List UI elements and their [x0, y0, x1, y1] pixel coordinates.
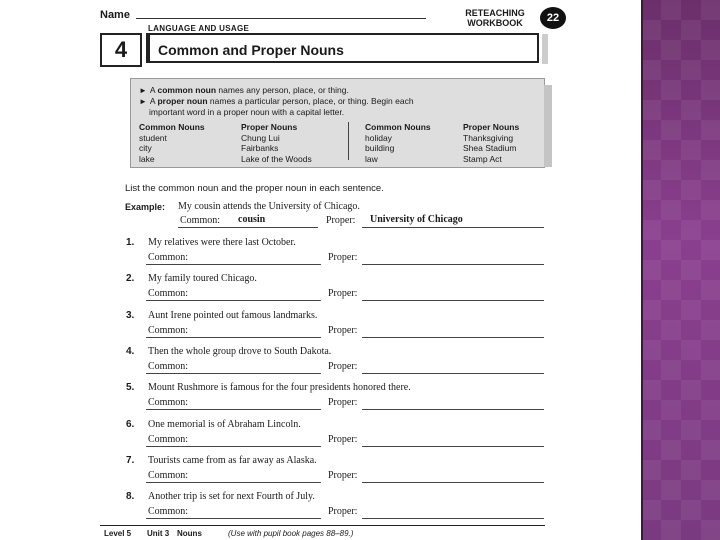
column-header: Common Nouns: [365, 122, 431, 132]
rule-box: [130, 78, 545, 168]
exercise-sentence: Tourists came from as far away as Alaska.: [148, 455, 317, 466]
column-item: law: [365, 153, 378, 164]
common-answer-line[interactable]: [146, 518, 321, 519]
exercise-sentence: My family toured Chicago.: [148, 273, 257, 284]
rule2-term: proper noun: [157, 96, 208, 106]
example-common-answer: cousin: [238, 214, 266, 225]
workbook-line-2: WORKBOOK: [467, 18, 523, 28]
exercise-number: 7.: [126, 455, 135, 466]
exercise-number: 2.: [126, 273, 135, 284]
arrow-icon: ►: [139, 97, 147, 106]
slide-side-border: [641, 0, 643, 540]
common-label: Common:: [148, 361, 189, 372]
exercise-sentence: Mount Rushmore is famous for the four presidents honored there.: [148, 382, 411, 393]
exercise-number: 3.: [126, 310, 135, 321]
column-item: Shea Stadium: [463, 143, 517, 153]
column-item: building: [365, 143, 395, 153]
proper-label: Proper:: [328, 325, 358, 336]
page-number-badge: 22: [540, 7, 566, 29]
proper-answer-line[interactable]: [362, 300, 544, 301]
example-common-label: Common:: [180, 215, 221, 226]
column-item: Thanksgiving: [463, 132, 514, 143]
proper-label: Proper:: [328, 434, 358, 445]
footer-level: Level 5: [104, 529, 132, 538]
proper-answer-line[interactable]: [362, 337, 544, 338]
proper-label: Proper:: [328, 470, 358, 481]
rule1-term: common noun: [157, 85, 217, 95]
example-proper-line: [362, 227, 544, 228]
example-sentence: My cousin attends the University of Chicago.: [178, 201, 360, 212]
exercise-sentence: One memorial is of Abraham Lincoln.: [148, 419, 301, 430]
column-divider: [348, 122, 349, 160]
name-line: [136, 18, 426, 19]
slide-side-pattern: [641, 0, 720, 540]
example-proper-answer: University of Chicago: [370, 214, 463, 225]
common-label: Common:: [148, 470, 189, 481]
exercise-sentence: Aunt Irene pointed out famous landmarks.: [148, 310, 318, 321]
column-header: Common Nouns: [139, 122, 205, 132]
instructions: List the common noun and the proper noun in each sentence.: [125, 183, 384, 194]
name-label: Name: [100, 9, 130, 21]
common-label: Common:: [148, 252, 189, 263]
workbook-line-1: RETEACHING: [465, 8, 525, 18]
exercise-number: 1.: [126, 237, 135, 248]
proper-label: Proper:: [328, 361, 358, 372]
common-answer-line[interactable]: [146, 264, 321, 265]
proper-label: Proper:: [328, 397, 358, 408]
column-item: Stamp Act: [463, 153, 502, 164]
example-label: Example:: [125, 202, 166, 212]
column-item: holiday: [365, 132, 392, 143]
lesson-number: 4: [100, 33, 142, 67]
proper-label: Proper:: [328, 288, 358, 299]
common-answer-line[interactable]: [146, 300, 321, 301]
footer-unit: Unit 3: [147, 529, 170, 538]
common-label: Common:: [148, 325, 189, 336]
rule2-post: names a particular person, place, or thing. Begin each: [207, 96, 414, 106]
column-common-2: [365, 122, 431, 164]
exercise-sentence: My relatives were there last October.: [148, 237, 296, 248]
column-item: Chung Lui: [241, 132, 280, 143]
common-answer-line[interactable]: [146, 409, 321, 410]
proper-answer-line[interactable]: [362, 482, 544, 483]
title-shadow: [542, 34, 548, 64]
rule-common-noun: [139, 85, 539, 96]
example-proper-label: Proper:: [326, 215, 356, 226]
exercise-number: 5.: [126, 382, 135, 393]
workbook-label: [455, 8, 535, 28]
column-item: Fairbanks: [241, 143, 279, 153]
column-item: Lake of the Woods: [241, 153, 312, 164]
column-header: Proper Nouns: [463, 122, 520, 132]
column-common-1: [139, 122, 205, 164]
common-answer-line[interactable]: [146, 482, 321, 483]
proper-answer-line[interactable]: [362, 446, 544, 447]
column-proper-1: [241, 122, 312, 164]
proper-answer-line[interactable]: [362, 264, 544, 265]
common-label: Common:: [148, 397, 189, 408]
rule1-post: names any person, place, or thing.: [216, 85, 349, 95]
rule-proper-noun: [139, 96, 539, 107]
footer-rule: [100, 525, 545, 526]
column-item: lake: [139, 153, 155, 164]
proper-answer-line[interactable]: [362, 373, 544, 374]
exercise-number: 6.: [126, 419, 135, 430]
exercise-number: 8.: [126, 491, 135, 502]
exercise-sentence: Another trip is set for next Fourth of July.: [148, 491, 315, 502]
rule-box-shadow: [544, 85, 552, 167]
lesson-title: Common and Proper Nouns: [146, 33, 539, 63]
column-header: Proper Nouns: [241, 122, 298, 132]
common-label: Common:: [148, 288, 189, 299]
footer-reference: (Use with pupil book pages 88–89.): [228, 529, 354, 538]
arrow-icon: ►: [139, 86, 147, 95]
column-proper-2: [463, 122, 519, 164]
column-item: city: [139, 143, 152, 153]
rule2-pre: A: [149, 96, 158, 106]
proper-label: Proper:: [328, 252, 358, 263]
proper-answer-line[interactable]: [362, 409, 544, 410]
example-common-line: [178, 227, 318, 228]
common-answer-line[interactable]: [146, 446, 321, 447]
exercise-sentence: Then the whole group drove to South Dakota.: [148, 346, 332, 357]
proper-answer-line[interactable]: [362, 518, 544, 519]
common-answer-line[interactable]: [146, 337, 321, 338]
proper-label: Proper:: [328, 506, 358, 517]
rule-proper-noun-cont: important word in a proper noun with a capital letter.: [149, 107, 345, 117]
exercise-number: 4.: [126, 346, 135, 357]
category-label: LANGUAGE AND USAGE: [148, 24, 250, 33]
footer-topic: Nouns: [177, 529, 202, 538]
worksheet-page: [90, 0, 640, 540]
column-item: student: [139, 132, 167, 143]
common-label: Common:: [148, 506, 189, 517]
common-label: Common:: [148, 434, 189, 445]
common-answer-line[interactable]: [146, 373, 321, 374]
rule1-pre: A: [149, 85, 158, 95]
